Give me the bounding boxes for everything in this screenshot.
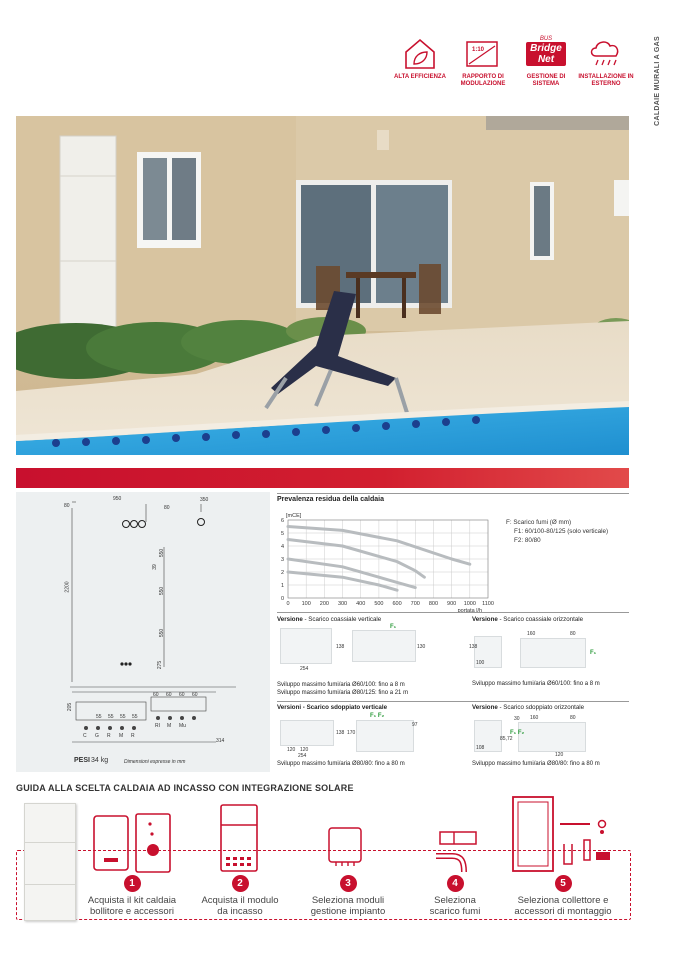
conn-label: C xyxy=(83,733,87,739)
y-tick-label: 3 xyxy=(280,557,284,563)
dim-55: 55 xyxy=(96,714,102,720)
cloud-rain-icon xyxy=(586,36,626,70)
dim-label: 120 xyxy=(555,752,564,758)
conn-label: R xyxy=(107,733,111,739)
dim-label: 130 xyxy=(417,644,426,650)
dimensions-note: Dimensioni espresse in mm xyxy=(124,759,186,765)
dim-55: 55 xyxy=(132,714,138,720)
dim-39: 39 xyxy=(151,564,158,570)
step-number-badge: 1 xyxy=(124,875,141,892)
dim-label: 30 xyxy=(514,716,520,722)
bridgenet-badge-text: Bridge Net xyxy=(526,42,566,66)
dim-80-left: 80 xyxy=(64,503,70,509)
dim-205: 205 xyxy=(67,702,74,712)
guide-step-1 xyxy=(72,875,192,917)
guide-step-5 xyxy=(500,875,626,917)
conn-label: RI xyxy=(155,723,160,729)
conn-label: R xyxy=(131,733,135,739)
product-installation-photo xyxy=(16,116,629,455)
version-diagram xyxy=(518,722,586,752)
x-tick-label: 500 xyxy=(374,601,384,607)
dim-label: 138 xyxy=(469,644,478,650)
dim-label: 254 xyxy=(300,666,309,672)
version-note: Sviluppo massimo fumi/aria Ø80/80: fino a 80 m xyxy=(277,761,405,767)
dim-label: 160 xyxy=(527,631,536,637)
conn-label: M xyxy=(119,733,124,739)
weight-label: PESI xyxy=(74,757,90,764)
flue-label: F₁ xyxy=(390,624,397,630)
dim-label: 108 xyxy=(476,745,485,751)
step-label-line: gestione impianto xyxy=(310,906,386,917)
dim-550-b: 550 xyxy=(159,586,166,596)
conn-label: G xyxy=(95,733,99,739)
boiler-kit-icon xyxy=(92,812,172,879)
dim-275: 275 xyxy=(157,660,164,670)
version-diagram xyxy=(356,720,414,752)
dim-label: 85,72 xyxy=(500,736,513,742)
feature-label: GESTIONE DI SISTEMA xyxy=(526,74,566,87)
version-diagram xyxy=(520,638,586,668)
x-tick-label: 700 xyxy=(410,601,420,607)
dim-950: 950 xyxy=(113,496,122,502)
x-tick-label: 600 xyxy=(392,601,402,607)
feature-rapporto-modulazione xyxy=(451,36,515,88)
dim-label: 138 xyxy=(336,644,345,650)
feature-label: RAPPORTO DI MODULAZIONE xyxy=(460,74,506,87)
version-title-sdoppiato-orizzontale: Versione - Scarico sdoppiato orizzontale xyxy=(472,704,585,711)
feature-gestione-sistema xyxy=(514,36,578,88)
dim-label: 100 xyxy=(476,660,485,666)
dim-60: 60 xyxy=(192,692,198,698)
version-note: Sviluppo massimo fumi/aria Ø60/100: fino a 8 m xyxy=(472,681,600,687)
legend-line: F2: 80/80 xyxy=(514,537,541,544)
dim-60: 60 xyxy=(179,692,185,698)
house-leaf-icon xyxy=(400,36,440,70)
x-tick-label: 100 xyxy=(301,601,311,607)
dim-label: 80 xyxy=(570,631,576,637)
step-label-line: Seleziona xyxy=(434,895,476,906)
dim-80-right: 80 xyxy=(164,505,170,511)
dim-350: 350 xyxy=(200,497,209,503)
flue-label: F₁ F₂ xyxy=(510,730,525,736)
dim-label: 120 xyxy=(300,747,309,753)
legend-line: F: Scarico fumi (Ø mm) xyxy=(506,519,572,526)
dim-60: 60 xyxy=(166,692,172,698)
guide-step-4 xyxy=(395,875,515,917)
dim-label: 160 xyxy=(530,715,539,721)
feature-label: INSTALLAZIONE IN ESTERNO xyxy=(578,74,634,87)
x-tick-label: 1100 xyxy=(482,601,494,607)
modulation-ratio-icon xyxy=(463,36,503,70)
dim-55: 55 xyxy=(120,714,126,720)
chart-title: Prevalenza residua della caldaia xyxy=(277,496,385,503)
step-label-line: bollitore e accessori xyxy=(90,906,174,917)
step-number-badge: 5 xyxy=(555,875,572,892)
dimension-drawing-panel xyxy=(16,492,270,772)
chart-top-rule xyxy=(277,493,629,494)
versions-mid-rule xyxy=(277,701,629,702)
step-label-line: Acquista il kit caldaia xyxy=(87,895,177,906)
step-label-line: da incasso xyxy=(217,906,263,917)
dim-2200: 2200 xyxy=(64,581,71,593)
step-label-line: accessori di montaggio xyxy=(514,906,612,917)
dim-label: 80 xyxy=(570,715,576,721)
x-tick-label: 900 xyxy=(447,601,457,607)
step-label-line: Seleziona moduli xyxy=(311,895,385,906)
chart-legend xyxy=(506,518,608,545)
x-tick-label: 0 xyxy=(286,601,290,607)
built-in-module-icon xyxy=(219,803,259,878)
side-category-tag: CALDAIE MURALI A GAS xyxy=(654,36,661,126)
dim-label: 170 xyxy=(347,730,356,736)
conn-label: Mu xyxy=(179,723,186,729)
x-tick-label: 200 xyxy=(319,601,329,607)
flue-label: F₁ F₂ xyxy=(370,713,385,719)
x-axis-label: portata l/h xyxy=(457,608,483,612)
version-diagram xyxy=(352,630,416,662)
feature-installazione-esterno xyxy=(574,36,638,88)
feature-label: ALTA EFFICIENZA xyxy=(394,74,446,80)
version-diagram xyxy=(280,628,332,664)
step-label-line: Acquista il modulo xyxy=(201,895,279,906)
svg-text:1:10: 1:10 xyxy=(472,47,485,53)
versions-top-rule xyxy=(277,612,629,613)
dim-550-c: 550 xyxy=(159,628,166,638)
bus-badge-text: BUS xyxy=(539,36,553,42)
dim-314: 314 xyxy=(216,738,225,744)
step-number-badge: 2 xyxy=(232,875,249,892)
y-tick-label: 4 xyxy=(280,544,284,550)
bus-bridgenet-icon xyxy=(526,36,566,70)
y-tick-label: 6 xyxy=(280,518,284,524)
version-note: Sviluppo massimo fumi/aria Ø60/100: fino a 8 m xyxy=(277,682,405,688)
version-notes xyxy=(277,681,408,697)
legend-line: F1: 60/100-80/125 (solo verticale) xyxy=(514,528,609,535)
section-red-bar xyxy=(16,468,629,488)
version-diagram xyxy=(280,720,334,746)
x-tick-label: 400 xyxy=(356,601,366,607)
y-tick-label: 0 xyxy=(280,596,284,602)
flue-label: F₁ xyxy=(590,650,597,656)
version-note: Sviluppo massimo fumi/aria Ø80/80: fino a 80 m xyxy=(472,761,600,767)
version-title-coassiale-verticale: Versione - Scarico coassiale verticale xyxy=(277,616,382,623)
y-tick-label: 1 xyxy=(280,583,284,589)
dim-label: 120 xyxy=(287,747,296,753)
step-label-line: Seleziona collettore e xyxy=(517,895,609,906)
residual-head-chart xyxy=(272,508,512,612)
version-note: Sviluppo massimo fumi/aria Ø80/125: fino a 21 m xyxy=(277,690,409,696)
step-number-badge: 3 xyxy=(340,875,357,892)
weight-value: 34 kg xyxy=(91,757,109,764)
step-label-line: scarico fumi xyxy=(429,906,481,917)
dim-550-a: 550 xyxy=(159,548,166,558)
dim-60: 60 xyxy=(153,692,159,698)
feature-alta-efficienza xyxy=(388,36,452,81)
built-in-cabinet-image xyxy=(24,803,76,921)
x-tick-label: 800 xyxy=(428,601,439,607)
dim-55: 55 xyxy=(108,714,114,720)
x-tick-label: 1000 xyxy=(463,601,476,607)
collector-accessories-icon xyxy=(510,794,616,879)
management-module-icon xyxy=(327,826,365,873)
guide-step-2 xyxy=(180,875,300,917)
dim-label: 138 xyxy=(336,730,345,736)
guide-title: GUIDA ALLA SCELTA CALDAIA AD INCASSO CON INTEGRAZIONE SOLARE xyxy=(16,783,354,793)
conn-label: M xyxy=(167,723,172,729)
y-tick-label: 2 xyxy=(280,570,284,576)
dim-label: 254 xyxy=(298,753,307,759)
flue-pipe-icon xyxy=(432,830,478,879)
guide-step-3 xyxy=(288,875,408,917)
version-title-coassiale-orizzontale: Versione - Scarico coassiale orizzontale xyxy=(472,616,584,623)
x-tick-label: 300 xyxy=(337,601,348,607)
y-tick-label: 5 xyxy=(280,531,284,537)
y-axis-label: [mCE] xyxy=(286,513,302,519)
dim-label: 97 xyxy=(412,722,418,728)
step-number-badge: 4 xyxy=(447,875,464,892)
version-title-sdoppiato-verticale: Versioni - Scarico sdoppiato verticale xyxy=(277,704,388,711)
